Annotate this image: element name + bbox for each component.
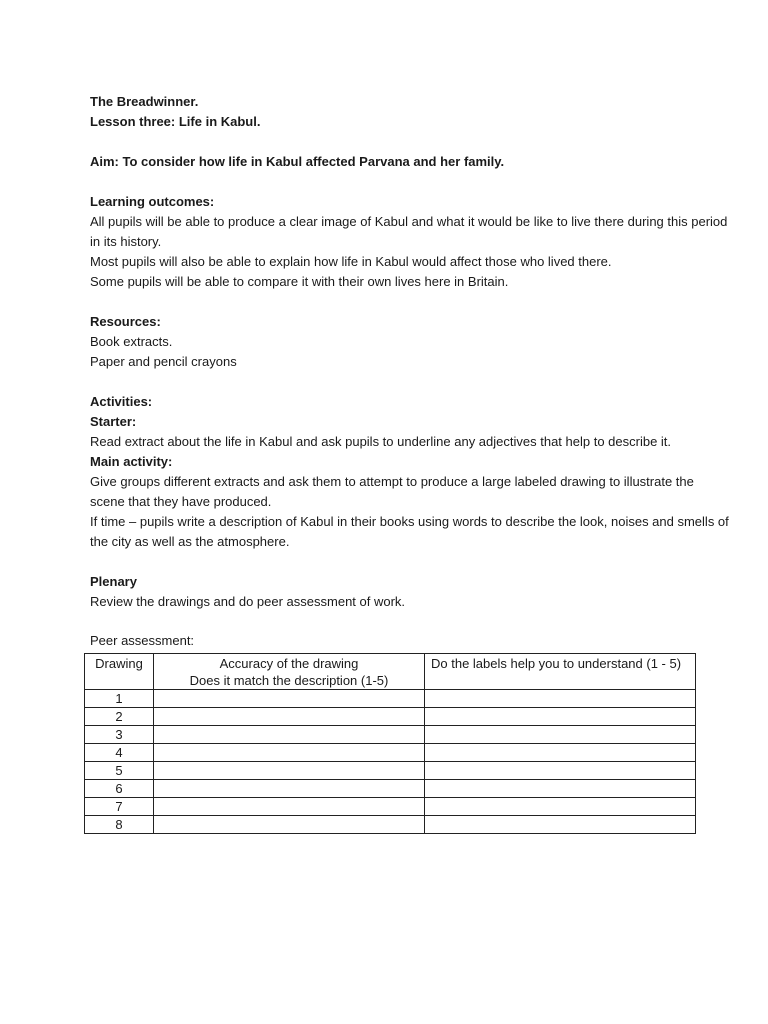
resources-heading: Resources: xyxy=(90,314,161,329)
drawing-number-cell: 5 xyxy=(85,762,154,780)
table-row xyxy=(85,708,696,726)
table-row xyxy=(85,780,696,798)
lesson-title: Lesson three: Life in Kabul. xyxy=(90,114,261,129)
learning-outcome-3: Some pupils will be able to compare it with their own lives here in Britain. xyxy=(90,274,509,289)
drawing-column-header: Drawing xyxy=(85,654,154,690)
starter-text: Read extract about the life in Kabul and ask pupils to underline any adjectives that help to describe it. xyxy=(90,434,672,449)
table-row xyxy=(85,744,696,762)
drawing-number-cell: 8 xyxy=(85,816,154,834)
plenary-text: Review the drawings and do peer assessment of work. xyxy=(90,594,406,609)
peer-assessment-label: Peer assessment: xyxy=(90,633,195,648)
accuracy-cell[interactable] xyxy=(154,798,425,816)
accuracy-cell[interactable] xyxy=(154,762,425,780)
accuracy-header-line-1: Accuracy of the drawing xyxy=(219,656,359,671)
labels-cell[interactable] xyxy=(425,816,696,834)
accuracy-cell[interactable] xyxy=(154,708,425,726)
accuracy-cell[interactable] xyxy=(154,816,425,834)
labels-cell[interactable] xyxy=(425,744,696,762)
accuracy-cell[interactable] xyxy=(154,744,425,762)
aim-text: Aim: To consider how life in Kabul affected Parvana and her family. xyxy=(90,154,505,169)
learning-outcome-1: All pupils will be able to produce a clear image of Kabul and what it would be like to live there during this period in its history. xyxy=(90,214,728,249)
main-activity-text-2: If time – pupils write a description of Kabul in their books using words to describe the look, noises and smells of the city as well as the atmosphere. xyxy=(90,514,729,549)
starter-heading: Starter: xyxy=(90,414,137,429)
labels-cell[interactable] xyxy=(425,708,696,726)
table-row xyxy=(85,798,696,816)
drawing-number-cell: 1 xyxy=(85,690,154,708)
table-row xyxy=(85,816,696,834)
learning-outcome-2: Most pupils will also be able to explain how life in Kabul would affect those who lived there. xyxy=(90,254,612,269)
learning-outcomes-heading: Learning outcomes: xyxy=(90,194,215,209)
drawing-number-cell: 7 xyxy=(85,798,154,816)
drawing-number-cell: 2 xyxy=(85,708,154,726)
labels-cell[interactable] xyxy=(425,690,696,708)
table-row xyxy=(85,726,696,744)
drawing-number-cell: 3 xyxy=(85,726,154,744)
accuracy-cell[interactable] xyxy=(154,780,425,798)
resource-item-2: Paper and pencil crayons xyxy=(90,354,237,369)
labels-cell[interactable] xyxy=(425,780,696,798)
document-title: The Breadwinner. xyxy=(90,94,199,109)
table-row xyxy=(85,762,696,780)
drawing-number-cell: 6 xyxy=(85,780,154,798)
labels-cell[interactable] xyxy=(425,798,696,816)
lesson-plan-document xyxy=(90,92,730,612)
plenary-heading: Plenary xyxy=(90,574,137,589)
main-activity-heading: Main activity: xyxy=(90,454,173,469)
table-header-row xyxy=(85,654,696,690)
labels-cell[interactable] xyxy=(425,762,696,780)
main-activity-text-1: Give groups different extracts and ask them to attempt to produce a large labeled drawing to illustrate the scene that they have produced. xyxy=(90,474,694,509)
labels-column-header: Do the labels help you to understand (1 - 5) xyxy=(425,654,696,690)
accuracy-column-header xyxy=(154,654,425,690)
accuracy-cell[interactable] xyxy=(154,690,425,708)
peer-assessment-table xyxy=(84,653,696,834)
drawing-number-cell: 4 xyxy=(85,744,154,762)
resource-item-1: Book extracts. xyxy=(90,334,173,349)
activities-heading: Activities: xyxy=(90,394,153,409)
accuracy-header-line-2: Does it match the description (1-5) xyxy=(189,673,389,688)
accuracy-cell[interactable] xyxy=(154,726,425,744)
labels-cell[interactable] xyxy=(425,726,696,744)
table-row xyxy=(85,690,696,708)
